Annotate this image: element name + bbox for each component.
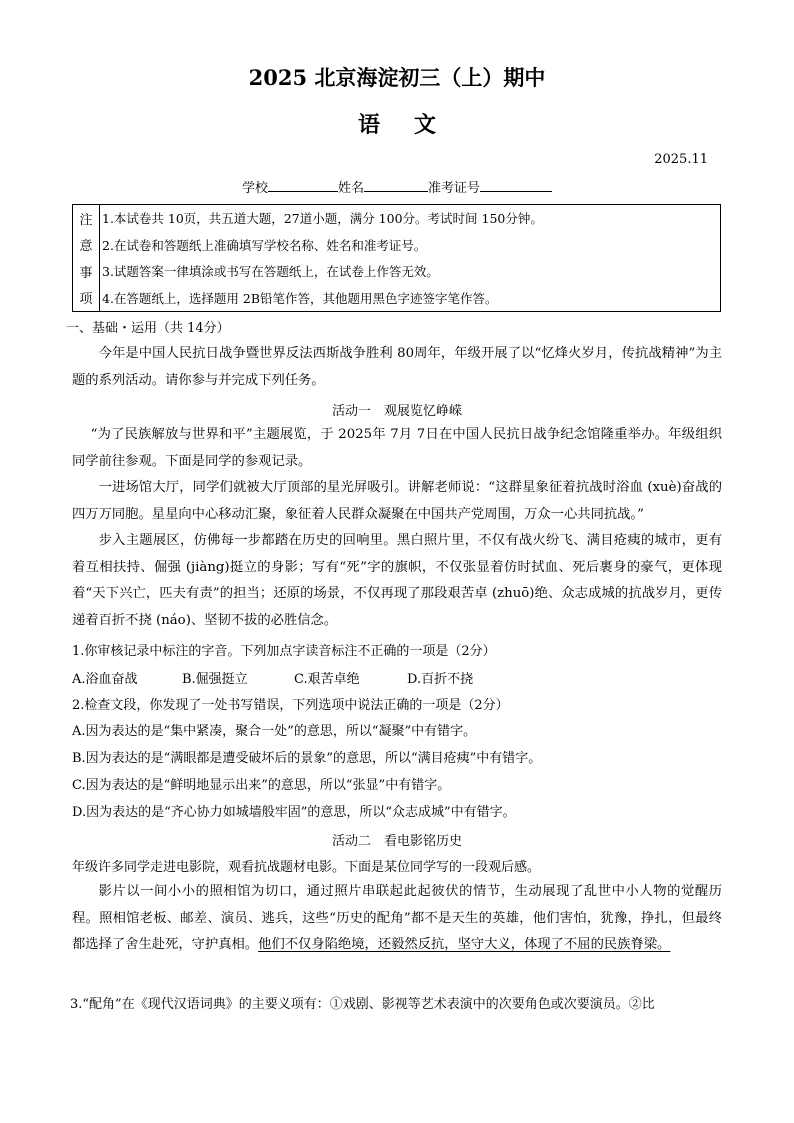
- q1-option-c: C.艰苦卓绝: [294, 672, 360, 687]
- activity1-paragraph-1: “为了民族解放与世界和平”主题展览，于 2025年 7月 7日在中国人民抗日战争纪念馆隆重举办。年级组织同学前往参观。下面是同学的参观记录。: [72, 427, 722, 469]
- q2-option-c: C.因为表达的是“鲜明地显示出来”的意思，所以“张显”中有错字。: [72, 778, 451, 793]
- question-3-stem: 3.“配角”在《现代汉语词典》的主要义项有：①戏剧、影视等艺术表演中的次要角色或次要演员。②比: [70, 997, 655, 1012]
- q2-option-b: B.因为表达的是“满眼都是遭受破坏后的景象”的意思，所以“满目疮痍”中有错字。: [72, 751, 542, 766]
- q1-option-a: A.浴血奋战: [72, 672, 138, 687]
- notice-heading-char: 意: [79, 239, 93, 255]
- notice-items: [100, 205, 720, 311]
- notice-item: 3.试题答案一律填涂或书写在答题纸上，在试卷上作答无效。: [102, 264, 439, 280]
- activity1-paragraph-2: 一进场馆大厅，同学们就被大厅顶部的星光屏吸引。讲解老师说：“这群星象征着抗战时浴血 (xuè)奋战的四万万同胞。星星向中心移动汇聚，象征着人民群众凝聚在中国共产党周围，万众一心共同抗战。”: [72, 480, 722, 522]
- question-1-options: [72, 668, 732, 687]
- exam-title: 2025 北京海淀初三（上）期中: [248, 65, 546, 90]
- underlined-sentence: 他们不仅身陷绝境，还毅然反抗，坚守大义，体现了不屈的民族脊梁。: [258, 937, 671, 952]
- name-blank: [364, 180, 428, 192]
- subject-title: 语文: [357, 112, 470, 138]
- question-1-stem: 1.你审核记录中标注的字音。下列加点字读音标注不正确的一项是（2分）: [72, 644, 496, 659]
- activity2-intro: 年级许多同学走进电影院，观看抗战题材电影。下面是某位同学写的一段观后感。: [72, 860, 541, 875]
- notice-heading-char: 事: [79, 265, 93, 281]
- activity1-paragraph-3: 步入主题展区，仿佛每一步都踏在历史的回响里。黑白照片里，不仅有战火纷飞、满目疮痍的城市，更有着互相扶持、倔强 (jiàng)挺立的身影；写有“死”字的旗帜，不仅张显着仿时拭血、死后裹身的豪气，更体现着“天下兴亡，匹夫有责”的担当；还原的场景，不仅再现了那段艰苦卓 (zhuō)绝、众志成城的抗战岁月，更传递着百折不挠 (náo)、坚韧不拔的必胜信念。: [72, 533, 722, 628]
- activity2-title: 活动二 看电影铭历史: [331, 834, 462, 849]
- notice-item: 2.在试卷和答题纸上准确填写学校名称、姓名和准考证号。: [102, 237, 427, 253]
- notice-item: 1.本试卷共 10页，共五道大题，27道小题，满分 100分。考试时间 150分钟。: [102, 211, 543, 227]
- section-intro: 今年是中国人民抗日战争暨世界反法西斯战争胜利 80周年，年级开展了以“忆烽火岁月，传抗战精神”为主题的系列活动。请你参与并完成下列任务。: [72, 346, 722, 388]
- question-2-stem: 2.检查文段，你发现了一处书写错误，下列选项中说法正确的一项是（2分）: [72, 698, 509, 713]
- exam-date: 2025.11: [654, 152, 708, 167]
- review-text: 影片以一间小小的照相馆为切口，通过照片串联起此起彼伏的情节，生动展现了乱世中小人物的觉醒历程。照相馆老板、邮差、演员、逃兵，这些“历史的配角”都不是天生的英雄，他们害怕，犹豫，挣扎，但最终都选择了舍生赴死，守护真相。: [72, 884, 722, 952]
- school-label: 学校: [241, 181, 268, 196]
- notice-item: 4.在答题纸上，选择题用 2B铅笔作答，其他题用黑色字迹签字笔作答。: [102, 290, 498, 306]
- student-info-line: [0, 177, 794, 196]
- section-heading: 一、基础・运用（共 14分）: [66, 321, 230, 336]
- q1-option-b: B.倔强挺立: [182, 672, 248, 687]
- q2-option-d: D.因为表达的是“齐心协力如城墙般牢固”的意思，所以“众志成城”中有错字。: [72, 805, 516, 820]
- school-blank: [268, 180, 338, 192]
- id-label: 准考证号: [428, 181, 481, 196]
- activity1-title: 活动一 观展览忆峥嵘: [331, 404, 462, 419]
- id-blank: [480, 180, 552, 192]
- notice-heading-char: 注: [79, 212, 93, 228]
- notice-heading: [73, 205, 100, 311]
- activity2-paragraph: [72, 879, 722, 959]
- notice-box: [72, 204, 721, 312]
- notice-heading-char: 项: [79, 292, 93, 308]
- q2-option-a: A.因为表达的是“集中紧凑，聚合一处”的意思，所以“凝聚”中有错字。: [72, 724, 477, 739]
- name-label: 姓名: [337, 181, 364, 196]
- q1-option-d: D.百折不挠: [407, 672, 474, 687]
